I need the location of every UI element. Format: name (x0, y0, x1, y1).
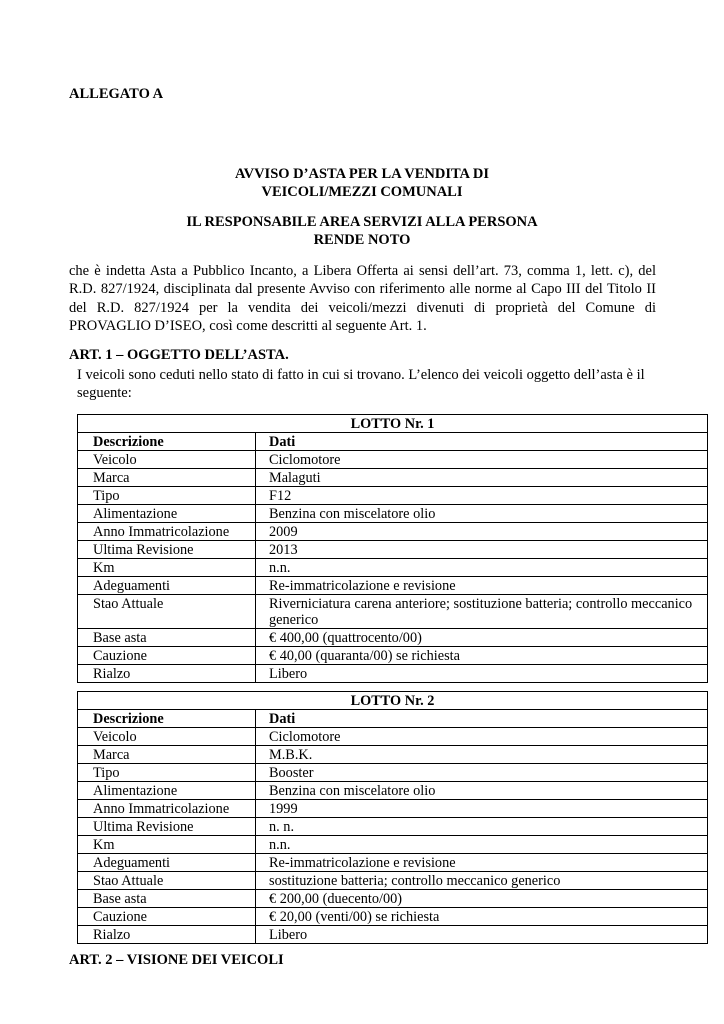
table-row (78, 908, 708, 926)
subtitle-line-2: RENDE NOTO (313, 232, 411, 248)
table-row (78, 782, 708, 800)
table-row (78, 872, 708, 890)
table-row (78, 800, 708, 818)
row-label: Rialzo (78, 926, 256, 944)
row-value: M.B.K. (256, 746, 708, 764)
row-value: Ciclomotore (256, 451, 708, 469)
table-row (78, 728, 708, 746)
row-label: Marca (78, 469, 256, 487)
table-row (78, 559, 708, 577)
row-value: Libero (256, 665, 708, 683)
row-label: Rialzo (78, 665, 256, 683)
row-label: Km (78, 836, 256, 854)
row-label: Tipo (78, 487, 256, 505)
row-label: Anno Immatricolazione (78, 523, 256, 541)
art1-text-line: seguente: (77, 385, 132, 401)
row-label: Ultima Revisione (78, 818, 256, 836)
row-value: n. n. (256, 818, 708, 836)
table-row (78, 818, 708, 836)
row-value: Re-immatricolazione e revisione (256, 577, 708, 595)
row-label: Base asta (78, 890, 256, 908)
intro-paragraph (69, 262, 656, 335)
column-header-dati: Dati (256, 433, 708, 451)
table-row (78, 926, 708, 944)
table-row (78, 746, 708, 764)
row-label: Veicolo (78, 451, 256, 469)
table-row (78, 764, 708, 782)
row-label: Stao Attuale (78, 872, 256, 890)
column-header-dati: Dati (256, 710, 708, 728)
row-value: Riverniciatura carena anteriore; sostituzione batteria; controllo meccanico generico (256, 595, 708, 629)
subtitle-line-1: IL RESPONSABILE AREA SERVIZI ALLA PERSONA (186, 214, 538, 230)
row-label: Alimentazione (78, 782, 256, 800)
row-value: n.n. (256, 836, 708, 854)
allegato-label: ALLEGATO A (69, 86, 164, 102)
table-row (78, 523, 708, 541)
art1-heading: ART. 1 – OGGETTO DELL’ASTA. (69, 347, 289, 363)
row-label: Marca (78, 746, 256, 764)
table-row (78, 629, 708, 647)
row-value: Malaguti (256, 469, 708, 487)
table-row (78, 487, 708, 505)
row-value: n.n. (256, 559, 708, 577)
table-row (78, 665, 708, 683)
row-value: sostituzione batteria; controllo meccanico generico (256, 872, 708, 890)
row-label: Tipo (78, 764, 256, 782)
lotto-title: LOTTO Nr. 2 (78, 692, 708, 710)
row-label: Anno Immatricolazione (78, 800, 256, 818)
row-value: Ciclomotore (256, 728, 708, 746)
row-value: Re-immatricolazione e revisione (256, 854, 708, 872)
row-label: Veicolo (78, 728, 256, 746)
row-value: 1999 (256, 800, 708, 818)
row-value: 2013 (256, 541, 708, 559)
document-subtitle (0, 213, 724, 249)
row-value: Benzina con miscelatore olio (256, 505, 708, 523)
row-label: Base asta (78, 629, 256, 647)
intro-line: che è indetta Asta a Pubblico Incanto, a Libera Offerta ai sensi dell’art. 73, comma 1, lett. c), del (69, 263, 656, 279)
intro-line: del R.D. 827/1924 per la vendita dei veicoli/mezzi divenuti di proprietà del Comune di (69, 299, 656, 316)
table-row (78, 854, 708, 872)
art1-text-line: I veicoli sono ceduti nello stato di fatto in cui si trovano. L’elenco dei veicoli oggetto dell’asta è il (77, 367, 645, 383)
row-value: € 40,00 (quaranta/00) se richiesta (256, 647, 708, 665)
title-line-1: AVVISO D’ASTA PER LA VENDITA DI (235, 166, 489, 182)
intro-line: R.D. 827/1924, disciplinata dal presente Avviso con riferimento alle norme al Capo III del Titolo II (69, 281, 656, 298)
title-line-2: VEICOLI/MEZZI COMUNALI (261, 184, 463, 200)
art1-text (77, 366, 667, 402)
row-value: F12 (256, 487, 708, 505)
intro-line: PROVAGLIO D’ISEO, così come descritti al seguente Art. 1. (69, 317, 427, 334)
row-value: € 20,00 (venti/00) se richiesta (256, 908, 708, 926)
lotto-title: LOTTO Nr. 1 (78, 415, 708, 433)
row-label: Adeguamenti (78, 854, 256, 872)
table-row (78, 451, 708, 469)
row-label: Ultima Revisione (78, 541, 256, 559)
row-label: Cauzione (78, 647, 256, 665)
document-title (0, 165, 724, 201)
art2-heading: ART. 2 – VISIONE DEI VEICOLI (69, 952, 284, 968)
lotto-table-1 (77, 414, 708, 683)
row-value: € 400,00 (quattrocento/00) (256, 629, 708, 647)
table-row (78, 595, 708, 629)
row-label: Stao Attuale (78, 595, 256, 629)
row-value: Benzina con miscelatore olio (256, 782, 708, 800)
lotto-table-2 (77, 691, 708, 944)
row-label: Alimentazione (78, 505, 256, 523)
column-header-descrizione: Descrizione (78, 433, 256, 451)
table-row (78, 505, 708, 523)
row-label: Adeguamenti (78, 577, 256, 595)
row-label: Cauzione (78, 908, 256, 926)
table-row (78, 836, 708, 854)
table-row (78, 647, 708, 665)
row-value: 2009 (256, 523, 708, 541)
table-row (78, 890, 708, 908)
row-value: Libero (256, 926, 708, 944)
row-value: Booster (256, 764, 708, 782)
table-row (78, 469, 708, 487)
row-label: Km (78, 559, 256, 577)
column-header-descrizione: Descrizione (78, 710, 256, 728)
row-value: € 200,00 (duecento/00) (256, 890, 708, 908)
table-row (78, 577, 708, 595)
table-row (78, 541, 708, 559)
